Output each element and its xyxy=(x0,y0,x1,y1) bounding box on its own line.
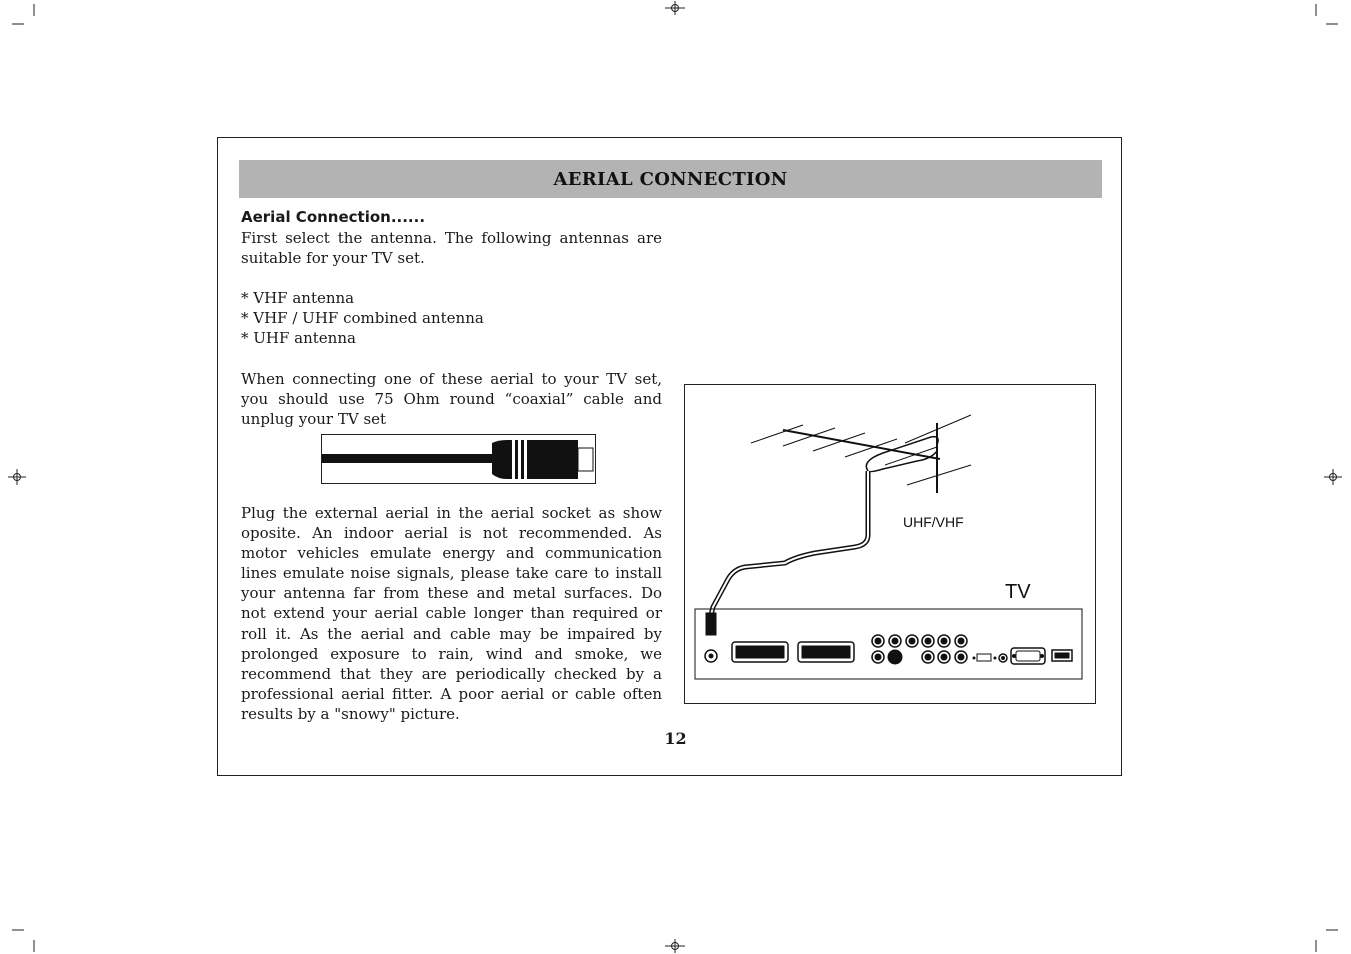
antenna-label: UHF/VHF xyxy=(903,514,964,530)
antenna-list xyxy=(241,288,662,348)
list-item: * VHF / UHF combined antenna xyxy=(241,309,484,328)
list-item: * VHF antenna xyxy=(241,289,355,308)
intro-text-column xyxy=(241,207,662,429)
intro-paragraph: First select the antenna. The following antennas are suitable for your TV set. xyxy=(241,229,662,268)
list-item: * UHF antenna xyxy=(241,329,356,348)
coaxial-cable-illustration xyxy=(321,434,596,484)
page-number: 12 xyxy=(664,729,687,748)
aerial-connection-diagram xyxy=(684,384,1096,704)
section-subtitle: Aerial Connection...... xyxy=(241,208,426,226)
tv-label: TV xyxy=(1005,581,1031,603)
coaxial-plug-icon xyxy=(322,435,597,485)
section-title-bar xyxy=(239,160,1102,198)
installation-paragraph: Plug the external aerial in the aerial socket as show oposite. An indoor aerial is not recommended. As motor vehicles emulate energy and communication lines emulate noise signals, please take care to install your antenna far from these and metal surfaces. Do not extend your aerial cable longer than required or roll it. As the aerial and cable may be impaired by prolonged exposure to rain, wind and smoke, we recommend that they are periodically checked by a professional aerial fitter. A poor aerial or cable often results by a "snowy" picture. xyxy=(241,504,662,723)
page-title: AERIAL CONNECTION xyxy=(553,168,788,190)
antenna-and-tv-drawing xyxy=(685,385,1097,705)
cable-note-paragraph: When connecting one of these aerial to your TV set, you should use 75 Ohm round “coaxial” cable and unplug your TV set xyxy=(241,369,662,428)
installation-text xyxy=(241,488,662,739)
